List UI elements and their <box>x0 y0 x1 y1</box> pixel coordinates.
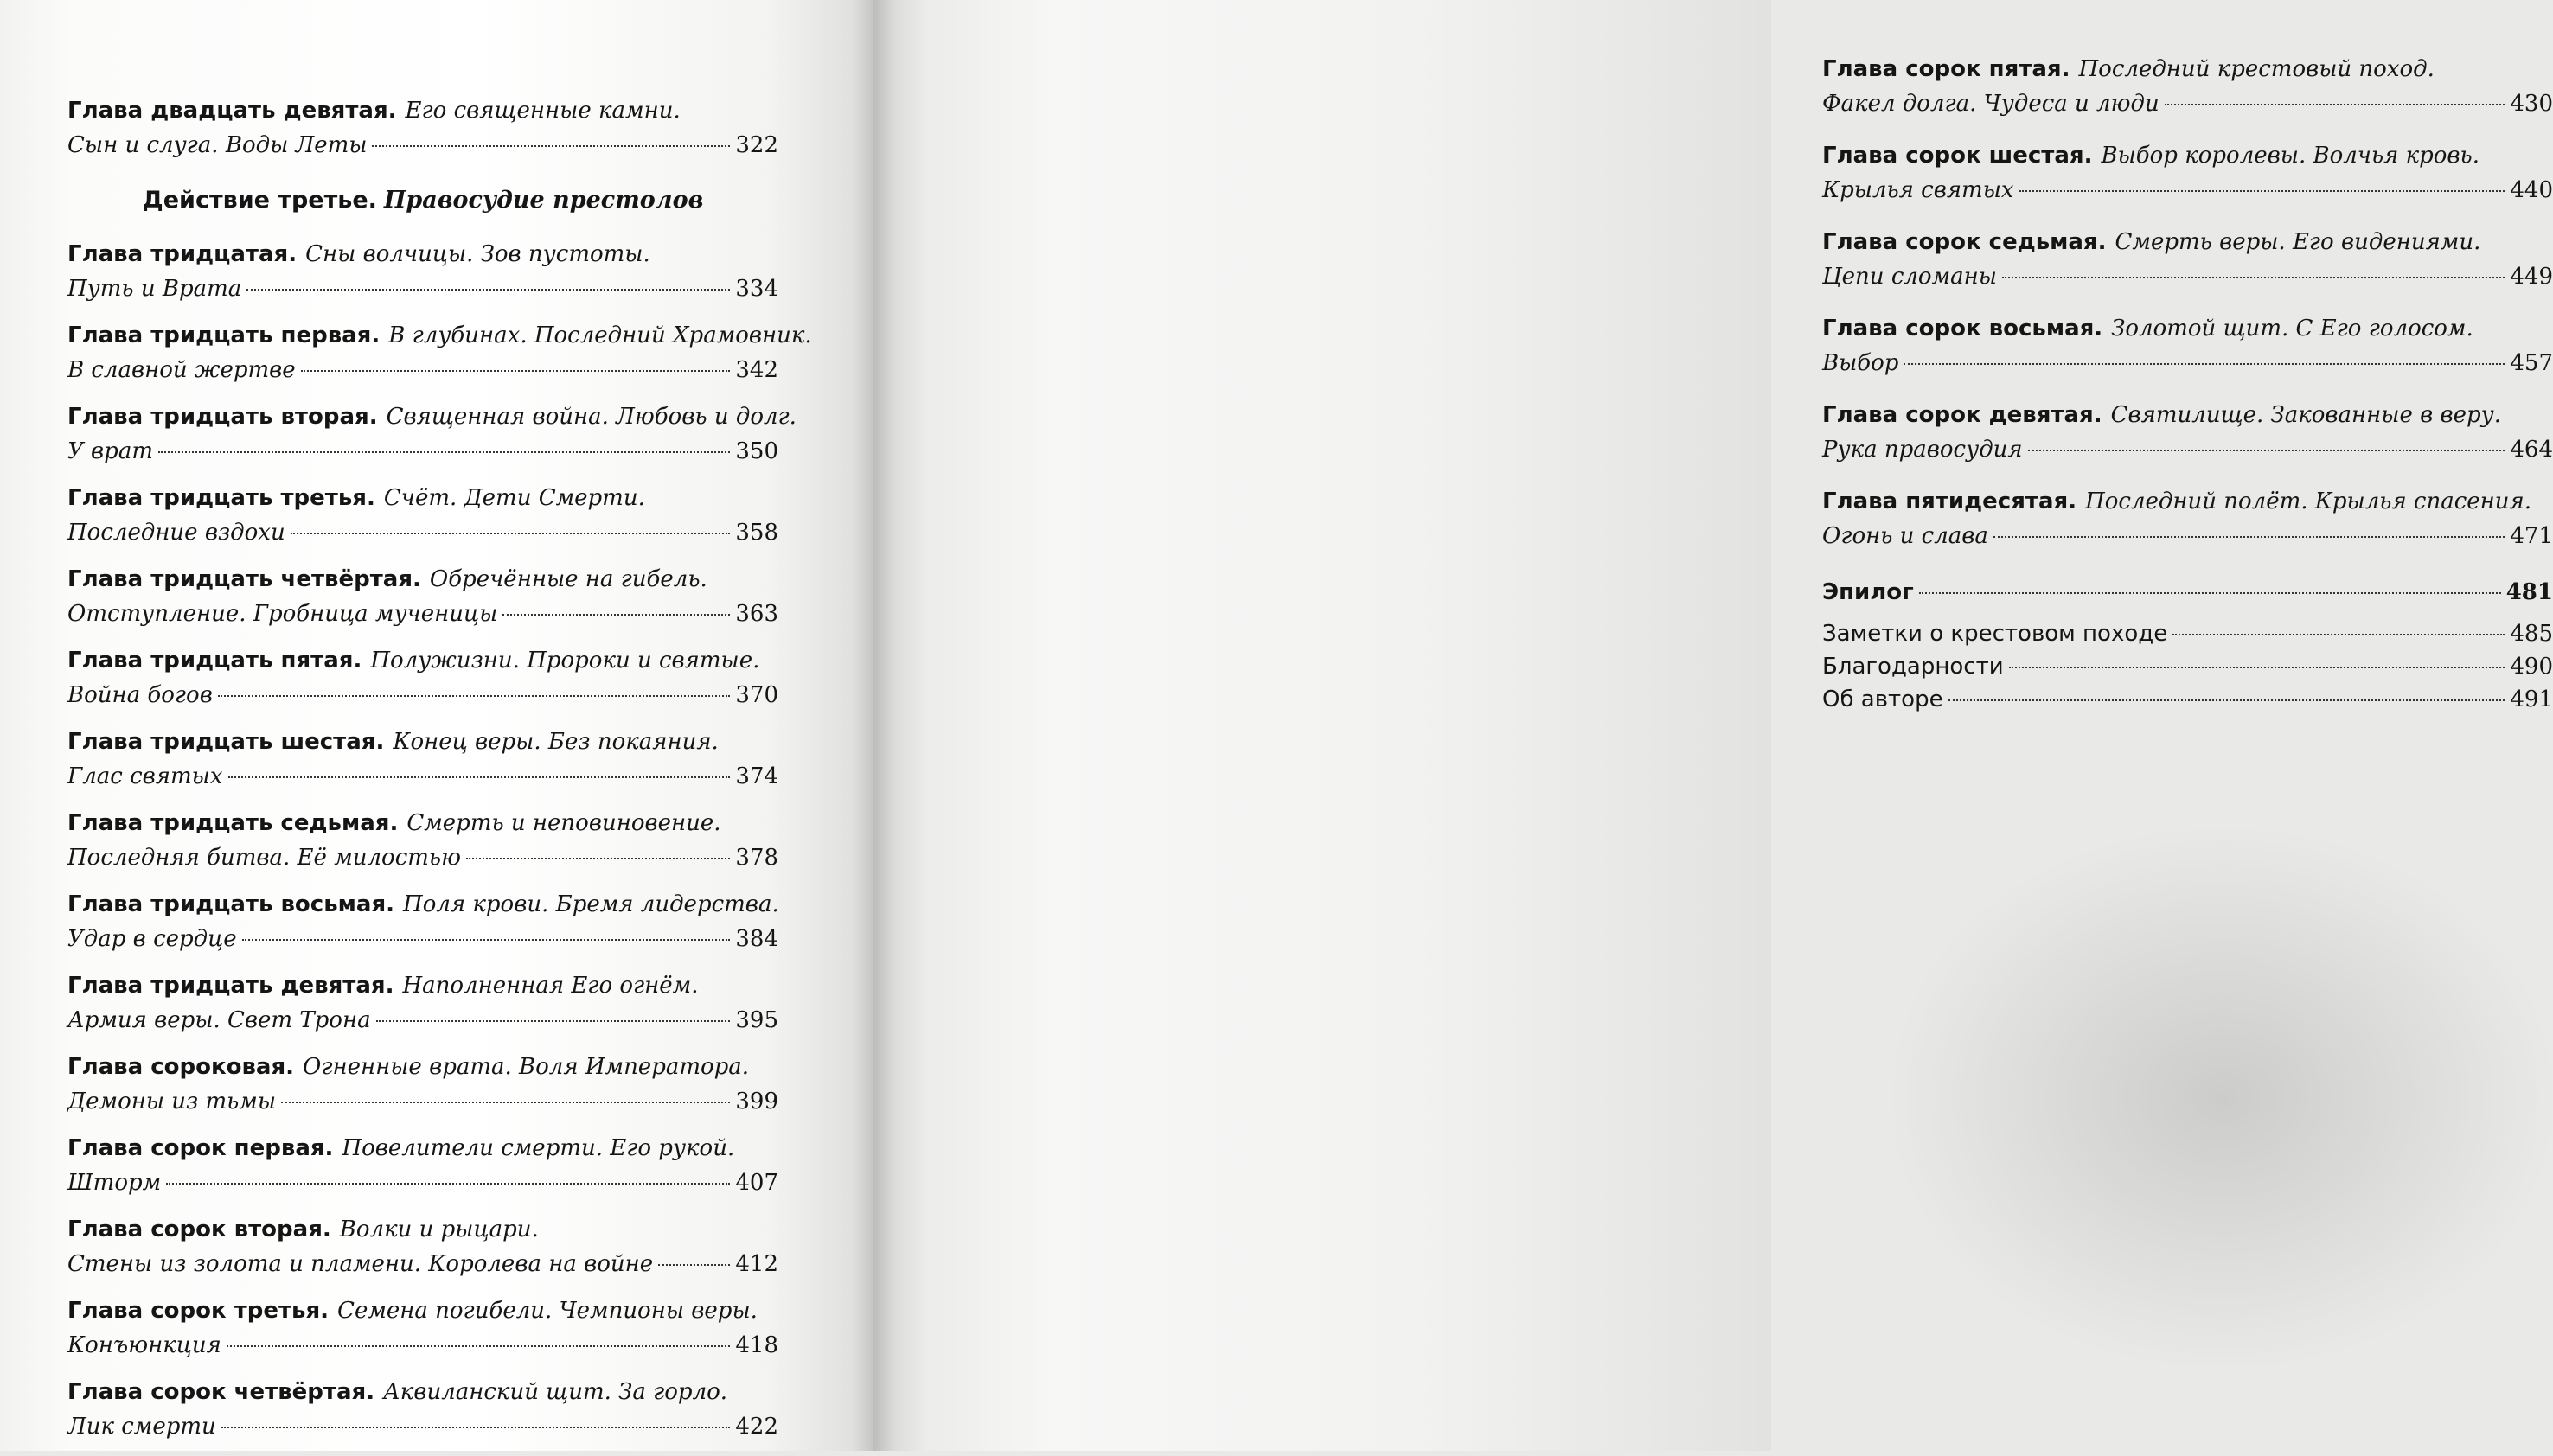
chapter-subtitle: Смерть и неповиновение. <box>406 810 721 836</box>
toc-entry <box>67 1293 778 1375</box>
dot-leader <box>301 370 731 372</box>
toc-entry <box>67 806 778 887</box>
page-number: 334 <box>735 276 778 302</box>
toc-entry <box>1822 52 2553 138</box>
page-number: 378 <box>735 845 778 871</box>
back-matter-list <box>1822 617 2553 716</box>
chapter-subtitle: Последний полёт. Крылья спасения. <box>2085 489 2532 514</box>
chapter-subtitle: Волки и рыцари. <box>339 1217 539 1242</box>
toc-entry-list <box>67 237 812 1456</box>
chapter-subtitle: Его священные камни. <box>405 98 681 124</box>
page-number: 457 <box>2510 350 2553 376</box>
dot-leader <box>281 1102 730 1103</box>
chapter-number: Глава сорок восьмая. <box>1822 316 2103 342</box>
toc-entry <box>67 562 778 643</box>
page-number: 370 <box>735 682 778 708</box>
page-number: 422 <box>735 1414 778 1440</box>
page-number: 350 <box>735 438 778 464</box>
page-number: 322 <box>735 132 778 158</box>
back-matter-label: Благодарности <box>1822 654 2004 680</box>
back-matter-entry <box>1822 683 2553 716</box>
page-number: 449 <box>2510 264 2553 290</box>
page-number: 342 <box>735 357 778 383</box>
chapter-subtitle-continued: В славной жертве <box>67 357 296 383</box>
chapter-subtitle-continued: Последние вздохи <box>67 520 285 546</box>
chapter-number: Глава сорок вторая. <box>67 1217 331 1242</box>
toc-entry-list <box>1822 52 2553 571</box>
toc-entry <box>67 1375 778 1456</box>
page-number: 471 <box>2510 523 2553 549</box>
chapter-subtitle-continued: Путь и Врата <box>67 276 242 302</box>
chapter-subtitle-continued: Отступление. Гробница мученицы <box>67 601 498 627</box>
chapter-number: Глава сорок четвёртая. <box>67 1379 375 1405</box>
chapter-subtitle: Огненные врата. Воля Императора. <box>303 1054 750 1080</box>
chapter-number: Глава тридцать пятая. <box>67 648 362 674</box>
toc-entry <box>1822 398 2553 484</box>
chapter-subtitle: Священная война. Любовь и долг. <box>386 404 797 430</box>
chapter-number: Глава сорок пятая. <box>1822 56 2070 82</box>
chapter-subtitle-continued: Глас святых <box>67 763 223 789</box>
chapter-subtitle: Золотой щит. С Его голосом. <box>2111 316 2473 342</box>
toc-entry <box>67 481 778 562</box>
dot-leader <box>291 533 731 534</box>
dot-leader <box>242 939 731 941</box>
right-page <box>873 0 2553 1451</box>
book-gutter <box>852 0 895 1451</box>
chapter-number: Глава сорок первая. <box>67 1135 334 1161</box>
chapter-number: Глава тридцать четвёртая. <box>67 566 421 592</box>
chapter-subtitle: Повелители смерти. Его рукой. <box>342 1135 735 1161</box>
dot-leader <box>2009 667 2505 668</box>
dot-leader <box>246 289 730 291</box>
chapter-subtitle-continued: Армия веры. Свет Трона <box>67 1007 371 1033</box>
toc-entry <box>1822 225 2553 311</box>
dot-leader <box>221 1427 731 1428</box>
act-heading <box>67 183 778 218</box>
dot-leader <box>466 858 730 859</box>
dot-leader <box>218 695 731 697</box>
page-number: 430 <box>2510 91 2553 117</box>
chapter-number: Глава пятидесятая. <box>1822 489 2077 514</box>
chapter-subtitle-continued: Удар в сердце <box>67 926 237 952</box>
chapter-number: Глава тридцатая. <box>67 241 298 267</box>
toc-entry <box>1822 138 2553 225</box>
dot-leader <box>2165 104 2505 105</box>
chapter-number: Глава двадцать девятая. <box>67 98 397 124</box>
toc-entry <box>67 1131 778 1212</box>
chapter-number: Глава тридцать вторая. <box>67 404 378 430</box>
toc-entry <box>67 237 778 318</box>
chapter-number: Глава тридцать третья. <box>67 485 375 511</box>
page-number: 464 <box>2510 437 2553 463</box>
chapter-number: Глава тридцать седьмая. <box>67 810 399 836</box>
chapter-subtitle: Сны волчицы. Зов пустоты. <box>305 241 650 267</box>
act-name: Действие третье. <box>142 187 377 214</box>
page-number: 374 <box>735 763 778 789</box>
dot-leader <box>372 145 730 147</box>
chapter-subtitle: Святилище. Закованные в веру. <box>2110 402 2502 428</box>
chapter-subtitle: Смерть веры. Его видениями. <box>2115 229 2481 255</box>
chapter-subtitle-continued: Огонь и слава <box>1822 523 1988 549</box>
chapter-number: Глава сорок шестая. <box>1822 143 2093 169</box>
dot-leader <box>228 776 731 778</box>
dot-leader <box>1993 536 2505 538</box>
page-number: 485 <box>2510 621 2553 647</box>
chapter-subtitle-continued: Конъюнкция <box>67 1332 221 1358</box>
dot-leader <box>1919 592 2501 594</box>
chapter-number: Глава тридцать шестая. <box>67 729 385 755</box>
page-number: 399 <box>735 1089 778 1114</box>
chapter-subtitle: Аквиланский щит. За горло. <box>383 1379 728 1405</box>
toc-entry <box>67 1050 778 1131</box>
back-matter-entry <box>1822 650 2553 683</box>
chapter-subtitle: Наполненная Его огнём. <box>402 973 699 999</box>
chapter-subtitle-continued: Демоны из тьмы <box>67 1089 277 1114</box>
chapter-subtitle-continued: Война богов <box>67 682 213 708</box>
chapter-subtitle-continued: Последняя битва. Её милостью <box>67 845 461 871</box>
toc-entry <box>67 725 778 806</box>
toc-entry <box>67 399 797 481</box>
toc-entry <box>67 643 778 725</box>
chapter-subtitle: Счёт. Дети Смерти. <box>383 485 645 511</box>
act-title: Правосудие престолов <box>383 187 704 214</box>
toc-entry <box>67 887 778 968</box>
chapter-subtitle: Обречённые на гибель. <box>429 566 707 592</box>
chapter-subtitle-continued: Лик смерти <box>67 1414 216 1440</box>
page-number: 418 <box>735 1332 778 1358</box>
dot-leader <box>227 1345 730 1347</box>
chapter-subtitle-continued: Цепи сломаны <box>1822 264 1997 290</box>
back-matter-entry <box>1822 617 2553 650</box>
page-number: 440 <box>2510 177 2553 203</box>
chapter-subtitle-continued: Факел долга. Чудеса и люди <box>1822 91 2159 117</box>
chapter-number: Глава сорок седьмая. <box>1822 229 2107 255</box>
epilogue-label: Эпилог <box>1822 579 1914 605</box>
chapter-subtitle-continued: У врат <box>67 438 153 464</box>
chapter-subtitle: Полужизни. Пророки и святые. <box>370 648 760 674</box>
chapter-subtitle: Последний крестовый поход. <box>2078 56 2435 82</box>
toc-right-column <box>1822 52 2553 716</box>
dot-leader <box>2028 450 2505 451</box>
page-number: 491 <box>2510 686 2553 712</box>
toc-entry <box>67 968 778 1050</box>
chapter-subtitle: Выбор королевы. Волчья кровь. <box>2101 143 2479 169</box>
dot-leader <box>2002 277 2505 278</box>
epilogue-entry <box>1822 576 2553 609</box>
chapter-subtitle-continued: Выбор <box>1822 350 1899 376</box>
chapter-subtitle: В глубинах. Последний Храмовник. <box>388 322 812 348</box>
dot-leader <box>658 1264 730 1266</box>
page-number: 407 <box>735 1170 778 1196</box>
dot-leader <box>502 614 730 616</box>
chapter-subtitle-continued: Сын и слуга. Воды Леты <box>67 132 368 158</box>
chapter-number: Глава сорок третья. <box>67 1298 330 1324</box>
chapter-number: Глава сороковая. <box>67 1054 295 1080</box>
page-number: 412 <box>735 1251 778 1277</box>
chapter-subtitle: Конец веры. Без покаяния. <box>393 729 719 755</box>
dot-leader <box>1904 363 2505 365</box>
page-number: 481 <box>2505 579 2553 605</box>
page-number: 490 <box>2510 654 2553 680</box>
back-matter-label: Заметки о крестовом походе <box>1822 621 2168 647</box>
toc-entry <box>1822 484 2553 571</box>
chapter-number: Глава тридцать девятая. <box>67 973 394 999</box>
dot-leader <box>158 451 730 453</box>
chapter-subtitle-continued: Крылья святых <box>1822 177 2014 203</box>
dot-leader <box>1948 699 2505 701</box>
paper-shadow <box>1894 830 2551 1366</box>
chapter-subtitle: Семена погибели. Чемпионы веры. <box>337 1298 758 1324</box>
dot-leader <box>2019 190 2505 192</box>
dot-leader <box>2172 634 2505 635</box>
chapter-subtitle: Поля крови. Бремя лидерства. <box>403 891 779 917</box>
dot-leader <box>166 1183 730 1185</box>
chapter-subtitle-continued: Рука правосудия <box>1822 437 2023 463</box>
page-number: 395 <box>735 1007 778 1033</box>
page-number: 358 <box>735 520 778 546</box>
chapter-number: Глава тридцать восьмая. <box>67 891 395 917</box>
page-number: 384 <box>735 926 778 952</box>
toc-entry <box>67 93 778 175</box>
chapter-number: Глава сорок девятая. <box>1822 402 2102 428</box>
toc-entry <box>67 1212 778 1293</box>
chapter-number: Глава тридцать первая. <box>67 322 381 348</box>
toc-left-column <box>67 93 812 1456</box>
left-page <box>0 0 873 1451</box>
dot-leader <box>376 1020 731 1022</box>
toc-entry <box>67 318 812 399</box>
chapter-subtitle-continued: Стены из золота и пламени. Королева на войне <box>67 1251 654 1277</box>
chapter-subtitle-continued: Шторм <box>67 1170 162 1196</box>
back-matter-label: Об авторе <box>1822 686 1943 712</box>
toc-entry <box>1822 311 2553 398</box>
page-number: 363 <box>735 601 778 627</box>
